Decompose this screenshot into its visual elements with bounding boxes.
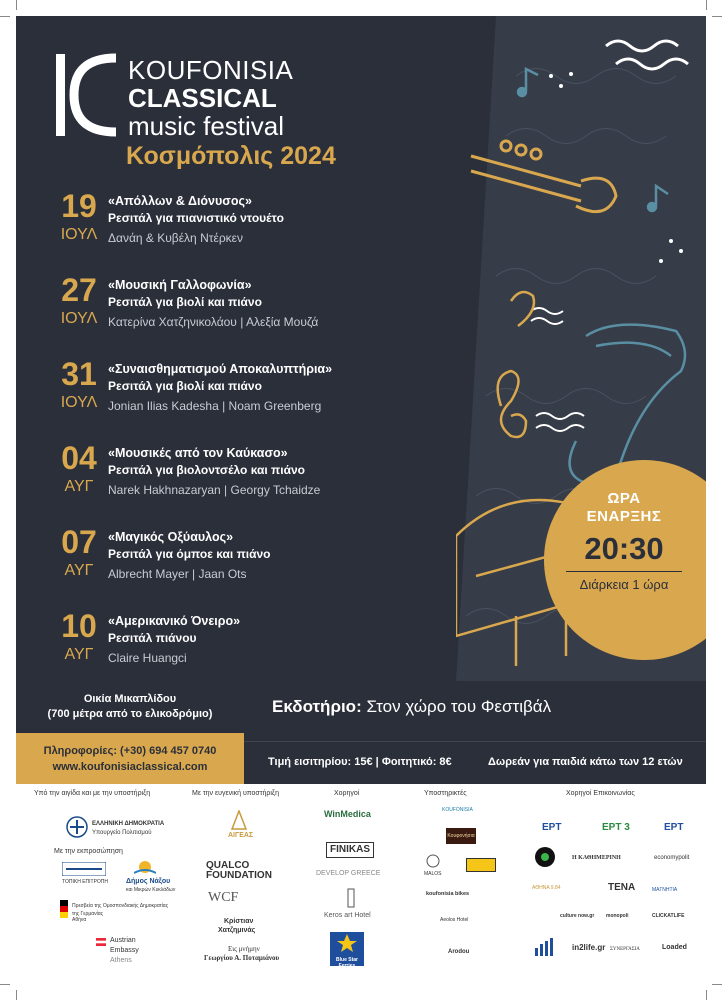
sponsor-column-supporters [412, 790, 502, 955]
concert-item [54, 356, 434, 430]
concert-item [54, 524, 434, 598]
sponsor-logo-text: Austrian [110, 937, 136, 944]
sponsor-logo-text: MALOS [424, 871, 442, 877]
concert-artists: Claire Huangci [108, 651, 187, 665]
sponsor-logo-text: FINIKAS [326, 842, 374, 858]
sponsor-logo-text: Η ΚΑΘΗΜΕΡΙΝΗ [572, 855, 621, 861]
concert-month: ΑΥΓ [64, 478, 94, 495]
sponsor-logo-text: economypolit [654, 855, 690, 861]
crop-mark [712, 16, 722, 17]
concert-subtitle: Ρεσιτάλ για βιολοντσέλο και πιάνο [108, 463, 305, 477]
sponsor-column-patronage [34, 790, 176, 964]
concert-item [54, 608, 434, 682]
website-link[interactable]: www.koufonisiaclassical.com [52, 761, 208, 773]
concert-title: «Αμερικανικό Όνειρο» [108, 614, 241, 628]
crop-mark [16, 990, 17, 1000]
sponsors-section [16, 790, 706, 985]
concert-item [54, 188, 434, 262]
sponsor-logo-text: Loaded [662, 944, 687, 951]
sponsor-heading: Χορηγοί Επικοινωνίας [566, 790, 635, 797]
sponsor-logo-text: Εις μνήμην [228, 945, 260, 953]
concert-month: ΙΟΥΛ [60, 226, 98, 243]
crop-mark [712, 984, 722, 985]
sponsor-logo-text: CLICKATLIFE [652, 913, 685, 919]
sponsor-logo-text: ΑΙΓΕΑΣ [228, 832, 254, 839]
crop-mark [0, 16, 10, 17]
sponsor-column-support [192, 790, 302, 962]
sponsor-logo-text: koufonisia bikes [426, 891, 470, 897]
start-time-value: 20:30 [584, 531, 664, 566]
committee-logo-icon [62, 862, 106, 876]
blue-star-logo [330, 932, 364, 969]
concert-month: ΑΥΓ [64, 562, 94, 579]
sponsor-logo-text: Blue Star [336, 957, 358, 963]
concert-artists: Jonian Ilias Kadesha | Noam Greenberg [108, 399, 322, 413]
logo-line-music-festival: music festival [128, 111, 285, 141]
sponsor-logo-text: FOUNDATION [206, 870, 272, 881]
phone-text[interactable]: Πληροφορίες: (+30) 694 457 0740 [43, 745, 217, 757]
concert-artists: Κατερίνα Χατζηνικολάου | Αλεξία Μουζά [108, 315, 319, 329]
concert-day: 19 [61, 188, 97, 224]
sponsor-logo-text: Κρίστιαν [224, 918, 254, 925]
sponsor-logo-text: DEVELOP GREECE [316, 870, 381, 877]
star-icon [330, 932, 364, 952]
sponsor-logo-subtext: και Μικρών Κυκλάδων [126, 887, 176, 893]
start-time-label: ΩΡΑ [607, 490, 641, 507]
start-time-label-2: ΕΝΑΡΞΗΣ [586, 508, 662, 525]
concert-subtitle: Ρεσιτάλ για βιολί και πιάνο [108, 295, 262, 309]
concert-subtitle: Ρεσιτάλ για όμποε και πιάνο [108, 547, 271, 561]
sponsor-heading: Χορηγοί [334, 790, 360, 797]
sponsor-column-media [516, 790, 706, 952]
concert-artists: Albrecht Mayer | Jaan Ots [108, 567, 247, 581]
festival-poster [16, 16, 706, 784]
sponsor-logo-text: ΑΘΗΝΑ 9.84 [532, 885, 561, 891]
naxos-sun-icon [134, 858, 156, 876]
concert-day: 10 [61, 608, 97, 644]
sponsor-heading: Με την εκπροσώπηση [54, 848, 123, 855]
concert-artists: Narek Hakhnazaryan | Georgy Tchaidze [108, 483, 321, 497]
venue-name: Οικία Μικαπλίδου [83, 693, 177, 705]
concert-subtitle: Ρεσιτάλ πιάνου [108, 631, 197, 645]
sponsor-logo-text: Aeolos Hotel [440, 917, 469, 923]
concert-month: ΙΟΥΛ [60, 394, 98, 411]
k-logo-icon [56, 52, 118, 138]
sponsor-heading: Υποστηρικτές [424, 790, 467, 797]
german-flag-icon [60, 900, 68, 918]
sponsor-logo-text: ΕΛΛΗΝΙΚΗ ΔΗΜΟΚΡΑΤΙΑ [92, 821, 165, 827]
concert-month: ΑΥΓ [64, 646, 94, 663]
sponsor-logo-text: Athens [110, 957, 132, 964]
sponsor-logo-text: monopoli [606, 913, 629, 919]
sponsor-column-sponsors [316, 790, 396, 969]
festival-subtitle: Κοσμόπολις 2024 [126, 142, 336, 170]
concert-title: «Απόλλων & Διόνυσος» [108, 194, 252, 208]
sponsor-logo-text: ΕΡΤ [542, 822, 562, 833]
bars-logo-icon [534, 938, 554, 956]
sponsor-logo-text: ΕΡΤ 3 [602, 822, 630, 833]
sponsor-logo-text: ΜΑΓΝΗΤΙΑ [652, 887, 678, 893]
duration-text: Διάρκεια 1 ώρα [579, 577, 669, 592]
sponsor-logo-text: WCF [208, 890, 239, 905]
concert-subtitle: Ρεσιτάλ για βιολί και πιάνο [108, 379, 262, 393]
aigeas-logo-icon [230, 810, 248, 830]
concert-day: 04 [61, 440, 97, 476]
sponsor-logo-text: WinMedica [324, 809, 371, 819]
concert-title: «Μαγικός Οξύαυλος» [108, 530, 234, 544]
radio-logo-icon [534, 846, 556, 868]
sponsor-logo-text: Ferries [338, 963, 356, 969]
sponsor-heading: Με την ευγενική υποστήριξη [192, 790, 279, 797]
austrian-flag-icon [96, 938, 106, 946]
contact-box [16, 733, 244, 784]
prices-box [244, 741, 706, 784]
concert-month: ΙΟΥΛ [60, 310, 98, 327]
concert-title: «Μουσική Γαλλοφωνία» [108, 278, 252, 292]
sponsor-logo-text: QUALCO [206, 860, 250, 871]
concert-item [54, 440, 434, 514]
sponsor-heading: Υπό την αιγίδα και με την υποστήριξη [34, 790, 151, 797]
free-entry-text: Δωρεάν για παιδιά κάτω των 12 ετών [488, 756, 683, 768]
malos-logo-icon [426, 854, 440, 868]
box-office-label: Εκδοτήριο: [272, 697, 362, 716]
sponsor-logo-text: Arodou [448, 949, 470, 955]
sponsor-logo-text: KOUFONISIA [442, 807, 473, 813]
ticket-price-text: Τιμή εισιτηρίου: 15€ | Φοιτητικό: 8€ [268, 756, 452, 768]
concert-title: «Μουσικές από τον Καύκασο» [108, 446, 288, 460]
sponsor-logo-text: Embassy [110, 947, 139, 954]
sponsor-badge [466, 858, 496, 872]
sponsor-logo-subtext: Αθήνα [72, 917, 87, 923]
venue-directions: (700 μέτρα από το ελικοδρόμιο) [47, 708, 213, 720]
concert-artists: Δανάη & Κυβέλη Ντέρκεν [108, 231, 243, 245]
crop-mark [16, 0, 17, 10]
crop-mark [0, 984, 10, 985]
divider [566, 571, 682, 572]
sponsor-logo-text: Χατζημινάς [218, 927, 256, 934]
crop-mark [706, 0, 707, 10]
box-office-text [272, 697, 551, 717]
sponsor-logo-text: Keros art Hotel [324, 912, 371, 919]
keros-logo-icon [346, 888, 356, 908]
concert-day: 07 [61, 524, 97, 560]
venue-box [16, 681, 244, 733]
concert-title: «Συναισθηματισμού Αποκαλυπτήρια» [108, 362, 333, 376]
concert-item [54, 272, 434, 346]
logo-line-koufonisia: KOUFONISIA [128, 55, 294, 85]
concert-day: 27 [61, 272, 97, 308]
sponsor-logo-text: Κουφονήσια [446, 828, 476, 844]
sponsor-logo-text: ΕΡΤ [664, 822, 684, 833]
sponsor-logo-text: Γεωργίου Α. Ποταμιάνου [204, 954, 280, 962]
concert-subtitle: Ρεσιτάλ για πιανιστικό ντουέτο [108, 211, 284, 225]
sponsor-logo-text: ΤΟΠΙΚΗ ΕΠΙΤΡΟΠΗ [62, 879, 109, 885]
sponsor-logo-text: in2life.gr [572, 943, 606, 952]
sponsor-logo-text: Πρεσβεία της Ομοσπονδιακής Δημοκρατίας της Γερμανίας [72, 903, 169, 917]
sponsor-logo-text: ΤΕΝΑ [608, 882, 636, 893]
sponsor-logo-text: ΣΥΝΕΡΓΑΣΙΑ [610, 947, 640, 952]
greek-emblem-icon [66, 816, 88, 838]
concert-day: 31 [61, 356, 97, 392]
box-office-box [244, 681, 706, 741]
sponsor-logo-text: culture now.gr [560, 913, 595, 919]
sponsor-logo-subtext: Υπουργείο Πολιτισμού [92, 830, 152, 836]
sponsor-logo-text: Δήμος Νάξου [126, 878, 171, 885]
box-office-location: Στον χώρο του Φεστιβάλ [366, 697, 552, 716]
info-band [16, 681, 706, 784]
crop-mark [706, 990, 707, 1000]
logo-line-classical: CLASSICAL [128, 83, 277, 113]
